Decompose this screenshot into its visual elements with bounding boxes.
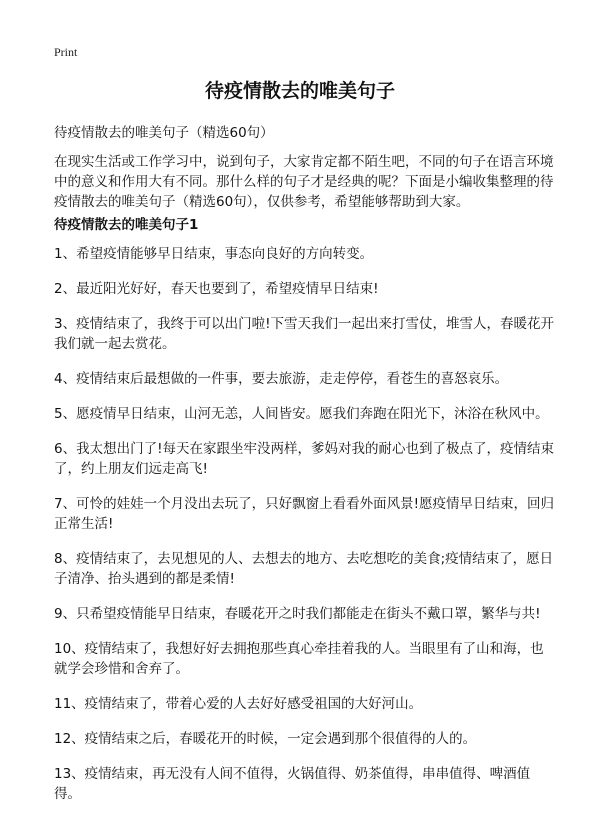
sentence-item: 8、疫情结束了，去见想见的人、去想去的地方、去吃想吃的美食;疫情结束了，愿日子清净、抬头遇到的都是柔情! <box>54 551 554 587</box>
sentence-item: 6、我太想出门了!每天在家跟坐牢没两样，爹妈对我的耐心也到了极点了，疫情结束了，约上朋友们远走高飞! <box>54 441 554 477</box>
sentence-item: 5、愿疫情早日结束，山河无恙，人间皆安。愿我们奔跑在阳光下，沐浴在秋风中。 <box>54 406 549 422</box>
sentence-item: 7、可怜的娃娃一个月没出去玩了，只好飘窗上看看外面风景!愿疫情早日结束，回归正常生活! <box>54 496 554 532</box>
sentence-item: 3、疫情结束了，我终于可以出门啦!下雪天我们一起出来打雪仗，堆雪人，春暖花开我们就一起去赏花。 <box>54 316 554 352</box>
intro-paragraph: 在现实生活或工作学习中，说到句子，大家肯定都不陌生吧，不同的句子在语言环境中的意义和作用大有不同。那什么样的句子才是经典的呢？下面是小编收集整理的待疫情散去的唯美句子（精选60句），仅供参考，希望能够帮助到大家。 <box>54 154 554 210</box>
sentence-list <box>54 244 554 819</box>
sentence-item: 11、疫情结束了，带着心爱的人去好好感受祖国的大好河山。 <box>54 696 423 712</box>
sentence-item: 4、疫情结束后最想做的一件事，要去旅游，走走停停，看苍生的喜怒哀乐。 <box>54 371 509 387</box>
sentence-item: 12、疫情结束之后，春暖花开的时候，一定会遇到那个很值得的人的。 <box>54 731 477 747</box>
sentence-item: 13、疫情结束，再无没有人间不值得，火锅值得、奶茶值得，串串值得、啤酒值得。 <box>54 766 531 802</box>
sentence-item: 9、只希望疫情能早日结束，春暖花开之时我们都能走在街头不戴口罩，繁华与共! <box>54 606 541 622</box>
document-subtitle: 待疫情散去的唯美句子（精选60句） <box>54 125 274 141</box>
sentence-item: 1、希望疫情能够早日结束，事态向良好的方向转变。 <box>54 246 374 262</box>
sentence-item: 2、最近阳光好好，春天也要到了，希望疫情早日结束! <box>54 281 379 297</box>
sentence-item: 10、疫情结束了，我想好好去拥抱那些真心牵挂着我的人。当眼里有了山和海，也就学会珍惜和舍弃了。 <box>54 641 544 677</box>
section-heading: 待疫情散去的唯美句子1 <box>54 217 199 233</box>
page-title: 待疫情散去的唯美句子 <box>204 80 395 102</box>
print-label: Print <box>54 45 78 59</box>
